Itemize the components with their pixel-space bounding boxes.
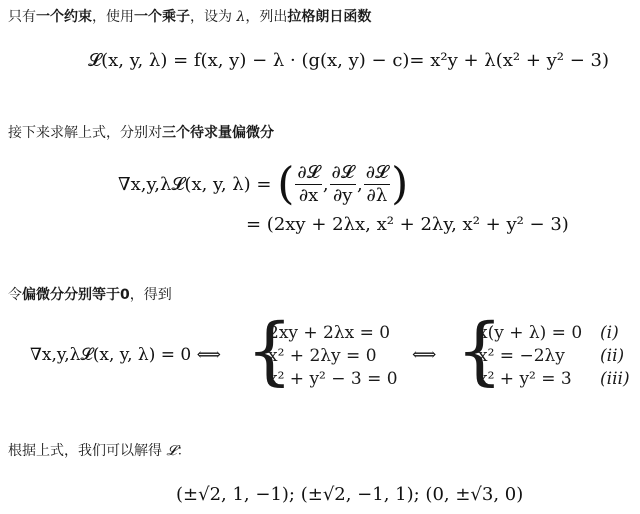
left-paren: ( — [277, 158, 295, 210]
comma: , — [322, 174, 329, 195]
fraction-denominator: ∂y — [333, 185, 353, 206]
left-brace-b: { — [456, 308, 504, 394]
system-lhs — [30, 345, 221, 365]
left-brace-a: { — [246, 308, 294, 394]
fraction-dL-dx — [295, 162, 321, 207]
equation-gradient — [118, 158, 409, 210]
intro-partials-paragraph — [8, 124, 274, 142]
lambda-symbol: λ — [236, 9, 246, 25]
system-a-row: 2xy + 2λx = 0 — [268, 323, 391, 343]
gradient-lhs: ∇x,y,λ𝓛(x, y, λ) = — [118, 174, 278, 195]
bold-lagrange-function: 拉格朗日函数 — [287, 9, 372, 25]
text-mid: ，列出 — [245, 9, 288, 25]
equation-solution — [176, 484, 523, 505]
equation-tags — [600, 322, 630, 391]
equation-tag: (iii) — [600, 369, 630, 389]
bold-one-multiplier: 一个乘子 — [134, 9, 190, 25]
equation-tag: (ii) — [600, 346, 625, 366]
fraction-dL-dy — [330, 162, 356, 207]
system-a-row: x² + y² − 3 = 0 — [268, 369, 398, 389]
bold-three-partials: 三个待求量偏微分 — [162, 125, 274, 141]
fraction-denominator: ∂λ — [366, 185, 388, 206]
text-suffix: ： — [176, 443, 191, 459]
right-paren: ) — [391, 158, 409, 210]
fraction-dL-dlambda — [364, 162, 390, 207]
fraction-numerator: ∂𝓛 — [297, 162, 320, 183]
system-a — [268, 322, 398, 391]
solution-text: (±√2, 1, −1); (±√2, −1, 1); (0, ±√3, 0) — [176, 484, 524, 505]
fraction-numerator: ∂𝓛 — [331, 162, 354, 183]
system-b-row: x² = −2λy — [478, 346, 565, 366]
bold-partials-zero: 偏微分分别等于0 — [22, 287, 130, 303]
lagrangian-symbol: 𝓛 — [166, 443, 177, 459]
equation-lagrangian — [88, 50, 609, 71]
text-prefix: 只有 — [8, 9, 36, 25]
text-suffix: ，得到 — [129, 287, 172, 303]
text-prefix: 根据上式，我们可以解得 — [8, 443, 167, 459]
system-b — [478, 322, 582, 391]
bold-one-constraint: 一个约束 — [36, 9, 92, 25]
intro-lagrange-paragraph — [8, 8, 371, 26]
iff-symbol — [412, 345, 436, 365]
system-a-row: x² + 2λy = 0 — [268, 346, 377, 366]
equation-lagrangian-text: 𝓛(x, y, λ) = f(x, y) − λ · (g(x, y) − c)= x²y + λ(x² + y² − 3) — [88, 50, 610, 71]
comma: , — [356, 174, 363, 195]
gradient-result: = (2xy + 2λx, x² + 2λy, x² + y² − 3) — [246, 214, 569, 235]
iff-text: ⟺ — [412, 345, 437, 365]
text-mid: ，使用 — [92, 9, 134, 25]
system-b-row: x(y + λ) = 0 — [478, 323, 583, 343]
intro-zero-paragraph — [8, 286, 172, 304]
text-mid: ，设为 — [190, 9, 237, 25]
equation-gradient-line2 — [246, 214, 569, 235]
system-b-row: x² + y² = 3 — [478, 369, 572, 389]
equation-tag: (i) — [600, 323, 619, 343]
text-prefix: 令 — [8, 287, 22, 303]
fraction-denominator: ∂x — [298, 185, 319, 206]
system-lhs-text: ∇x,y,λ𝓛(x, y, λ) = 0 ⟺ — [30, 345, 221, 365]
intro-solution-paragraph — [8, 442, 191, 460]
text-prefix: 接下来求解上式，分别对 — [8, 125, 162, 141]
fraction-numerator: ∂𝓛 — [365, 162, 389, 183]
